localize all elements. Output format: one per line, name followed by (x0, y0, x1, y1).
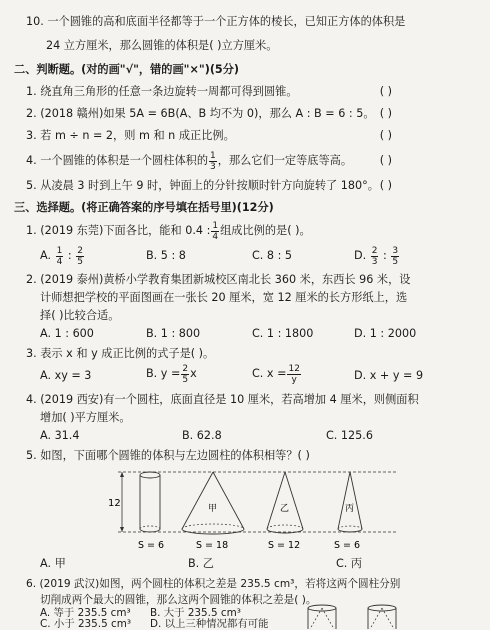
choice-q5-option-c: C. 丙 (336, 557, 363, 570)
cone-yi-label: 乙 (280, 504, 290, 514)
choice-q3-option-a: A. xy = 3 (40, 369, 92, 382)
choice-q5-option-b: B. 乙 (188, 557, 214, 570)
q10-line1: 10. 一个圆锥的高和底面半径都等于一个正方体的棱长，已知正方体的体积是 (26, 15, 406, 28)
cone-bing-shape (338, 472, 362, 532)
choice-q4-option-b: B. 62.8 (182, 429, 222, 442)
judge-item-4-text-a: 4. 一个圆锥的体积是一个圆柱体积的 (26, 154, 209, 167)
choice-q3-option-d: D. x + y = 9 (354, 369, 424, 382)
cone-jia-label: 甲 (208, 504, 218, 514)
choice-q1-option-b: B. 5 : 8 (146, 249, 186, 262)
choice-q6-option-d: D. 以上三种情况都有可能 (150, 618, 269, 630)
judge-item-3-text: 3. 若 m ÷ n = 2，则 m 和 n 成正比例。 (26, 129, 235, 142)
choice-q4-option-c: C. 125.6 (326, 429, 373, 442)
choice-q4-line1: 4. (2019 西安)有一个圆柱，底面直径是 10 厘米，若高增加 4 厘米，则侧面积 (26, 393, 419, 406)
cylinder-base-label: S = 6 (138, 540, 165, 551)
section2-title: 二、判断题。(对的画"√"，错的画"×")(5分) (14, 63, 240, 76)
judge-item-2-text: 2. (2018 赣州)如果 5A = 6B(A、B 均不为 0)，那么 A : B = 6 : 5。 (26, 107, 375, 120)
choice-q1-text-a: 1. (2019 东莞)下面各比，能和 0.4 : (26, 224, 211, 237)
judge-item-1 (26, 84, 450, 100)
choice-q6-option-b: B. 大于 235.5 cm³ (150, 607, 241, 619)
choice-q2-option-d: D. 1 : 2000 (354, 327, 417, 340)
choice-q6-option-c: C. 小于 235.5 cm³ (40, 618, 131, 630)
height-label: 12 (108, 498, 121, 509)
choice-q1 (26, 219, 311, 243)
choice-q1-text-b: 组成比例的是( )。 (220, 224, 311, 237)
choice-q1-option-d: D. $\frac{2}{3}$ : $\frac{3}{5}$ (354, 245, 399, 267)
choice-q3-text: 3. 表示 x 和 y 成正比例的式子是( )。 (26, 347, 215, 360)
q10-line2: 24 立方厘米，那么圆锥的体积是( )立方厘米。 (46, 39, 278, 52)
judge-item-2 (26, 106, 450, 122)
choice-q2-option-b: B. 1 : 800 (146, 327, 201, 340)
judge-item-5 (26, 178, 450, 194)
q6-cylinder-left (308, 605, 336, 629)
choice-q5-option-a: A. 甲 (40, 557, 66, 570)
judge-item-5-answer: ( ) (379, 179, 392, 192)
choice-q3-option-c: C. x = $\frac{12}{y}$ (252, 363, 300, 385)
judge-item-2-answer: ( ) (379, 107, 392, 120)
cone-jia-base-label: S = 18 (196, 540, 229, 551)
judge-item-3-answer: ( ) (379, 129, 392, 142)
choice-q1-option-a: A. $\frac{1}{4}$ : $\frac{2}{5}$ (40, 245, 83, 267)
choice-q2-option-a: A. 1 : 600 (40, 327, 94, 340)
choice-q6-line1: 6. (2019 武汉)如图，两个圆柱的体积之差是 235.5 cm³，若将这两个圆柱分别 (26, 578, 401, 590)
choice-q2-option-c: C. 1 : 1800 (252, 327, 314, 340)
choice-q5-text: 5. 如图，下面哪个圆锥的体积与左边圆柱的体积相等？( ) (26, 449, 310, 462)
choice-q3-option-b: B. y = $\frac{2}{5}$ x (146, 363, 197, 385)
judge-item-1-answer: ( ) (379, 85, 392, 98)
judge-item-3 (26, 128, 450, 144)
fraction-one-quarter: $\frac{1}{4}$ (212, 220, 219, 242)
choice-q2-line3: 择( )比较合适。 (40, 309, 120, 322)
judge-item-4 (26, 150, 450, 172)
choice-q4-line2: 增加( )平方厘米。 (40, 411, 131, 424)
cone-jia-shape (182, 472, 244, 534)
cone-bing-base-label: S = 6 (334, 540, 361, 551)
q6-cylinder-right (368, 605, 396, 629)
choice-q4-option-a: A. 31.4 (40, 429, 80, 442)
choice-q6-option-a: A. 等于 235.5 cm³ (40, 607, 131, 619)
choice-q1-option-c: C. 8 : 5 (252, 249, 293, 262)
cone-yi-base-label: S = 12 (268, 540, 301, 551)
cylinder-shape (140, 472, 160, 532)
q6-figure (300, 604, 450, 630)
cone-bing-label: 丙 (345, 504, 355, 514)
section3-title: 三、选择题。(将正确答案的序号填在括号里)(12分) (14, 201, 274, 214)
choice-q2-line2: 计师想把学校的平面图画在一张长 20 厘米，宽 12 厘米的长方形纸上，选 (40, 291, 408, 304)
cone-yi-shape (267, 472, 303, 533)
q5-figure (100, 466, 400, 554)
judge-item-1-text: 1. 绕直角三角形的任意一条边旋转一周都可得到圆锥。 (26, 85, 298, 98)
fraction-one-third: $\frac{1}{3}$ (210, 150, 216, 172)
judge-item-4-text-b: ，那么它们一定等底等高。 (217, 154, 353, 167)
judge-item-4-answer: ( ) (379, 154, 392, 167)
choice-q2-line1: 2. (2019 泰州)黄桥小学教育集团新城校区南北长 360 米，东西长 96 米，设 (26, 273, 411, 286)
choice-q6-line2: 切削成两个最大的圆锥，那么这两个圆锥的体积之差是( )。 (40, 594, 317, 606)
judge-item-5-text: 5. 从凌晨 3 时到上午 9 时，钟面上的分针按顺时针方向旋转了 180°。 (26, 179, 379, 192)
